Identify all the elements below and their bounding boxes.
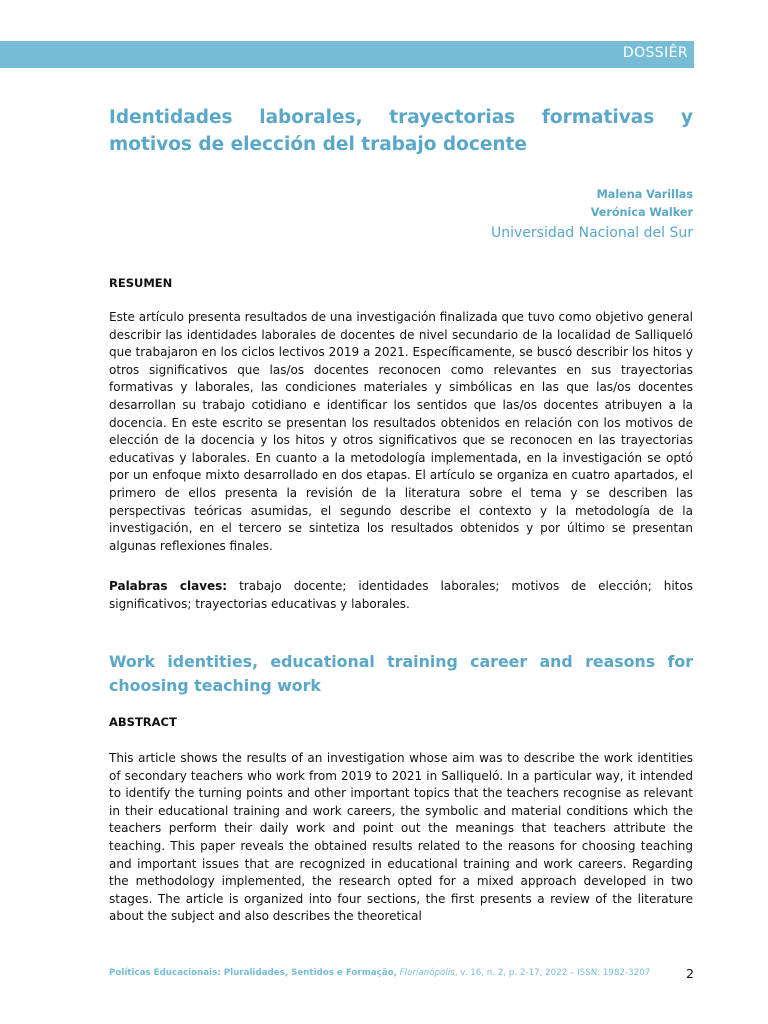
journal-name: Políticas Educacionais: Pluralidades, Sentidos e Formação, <box>109 968 397 978</box>
section-label: DOSSIÊR <box>622 45 688 61</box>
abstract-text: This article shows the results of an investigation whose aim was to describe the work identities of secondary teachers who work from 2019 to 2021 in Salliqueló. In a particular way, it intended to identify the turning points and other important topics that the teachers recognise as relevant in their educational training and work careers, the symbolic and material conditions which the teachers perform their daily work and point out the meanings that teachers attribute the teaching. This paper reveals the obtained results related to the reasons for choosing teaching and important issues that are recognized in educational training and work careers. Regarding the methodology implemented, the research opted for a mixed approach developed in two stages. The article is organized into four sections, the first presents a review of the literature about the subject and also describes the theoretical <box>109 751 693 924</box>
journal-city: Florianópolis <box>399 968 455 978</box>
page-number: 2 <box>686 966 694 981</box>
journal-details: , v. 16, n. 2, p. 2-17, 2022 – ISSN: 1982-3207 <box>454 968 651 978</box>
author-name: Verónica Walker <box>590 206 693 219</box>
resumen-text: Este artículo presenta resultados de una investigación finalizada que tuvo como objetivo general describir las identidades laborales de docentes de nivel secundario de la localidad de Salliqueló que trabajaron en los ciclos lectivos 2019 a 2021. Específicamente, se buscó describir los hitos y otros significativos que las/os docentes reconocen como relevantes en sus trayectorias formativas y laborales, las condiciones materiales y simbólicas en las que las/os docentes desarrollan su trabajo cotidiano e identificar los sentidos que las/os docentes atribuyen a la docencia. En este escrito se presentan los resultados obtenidos en relación con los motivos de elección de la docencia y los hitos y otros significativos que se reconocen en las trayectorias educativas y laborales. En cuanto a la metodología implementada, en la investigación se optó por un enfoque mixto desarrollado en dos etapas. El artículo se organiza en cuatro apartados, el primero de ellos presenta la revisión de la literatura sobre el tema y se describen las perspectivas teóricas asumidas, el segundo describe el contexto y la metodología de la investigación, en el tercero se sintetiza los resultados obtenidos y por último se presentan algunas reflexiones finales. <box>109 310 693 553</box>
abstract-heading: ABSTRACT <box>109 715 177 729</box>
keywords-label: Palabras claves: <box>109 579 228 593</box>
page-footer <box>109 968 659 978</box>
author-affiliation: Universidad Nacional del Sur <box>490 225 693 241</box>
author-name: Malena Varillas <box>596 188 693 201</box>
english-title: Work identities, educational training career and reasons for choosing teaching work <box>109 652 693 695</box>
author-block <box>491 186 693 243</box>
keywords-paragraph <box>109 578 693 613</box>
resumen-heading: RESUMEN <box>109 276 173 290</box>
article-title: Identidades laborales, trayectorias formativas y motivos de elección del trabajo docente <box>109 107 693 155</box>
dossier-banner <box>0 41 694 68</box>
keywords-list: trabajo docente; identidades laborales; motivos de elección; hitos significativos; trayectorias educativas y laborales. <box>109 579 693 611</box>
